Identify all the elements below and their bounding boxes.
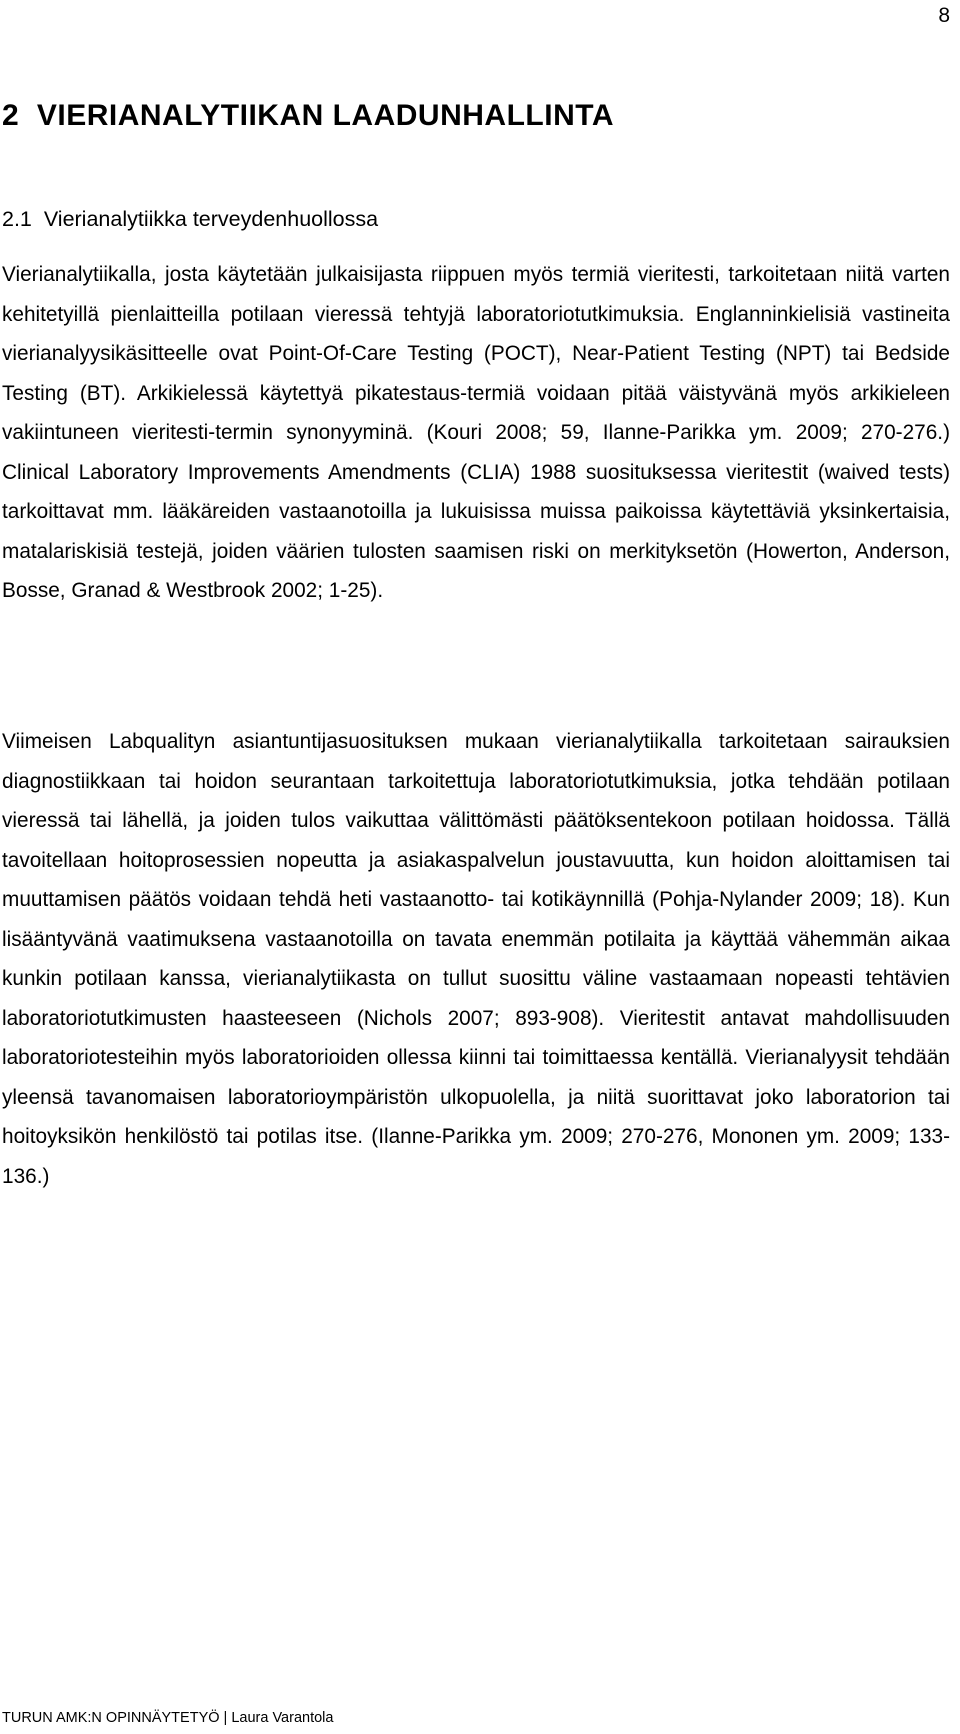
chapter-heading: 2 VIERIANALYTIIKAN LAADUNHALLINTA [2,99,615,132]
section-heading: 2.1 Vierianalytiikka terveydenhuollossa [2,207,379,231]
body-paragraph-1: Vierianalytiikalla, josta käytetään julkaisijasta riippuen myös termiä vieritesti, tarkoitetaan niitä varten kehitetyillä pienlaitteilla potilaan vieressä tehtyjä laboratoriotutkimuksia. Englanninkielisiä vastineita vierianalyysikäsitteelle ovat Point-Of-Care Testing (POCT), Near-Patient Testing (NPT) tai Bedside Testing (BT). Arkikielessä käytettyä pikatestaus-termiä voidaan pitää väistyvänä myös arkikieleen vakiintuneen vieritesti-termin synonyyminä. (Kouri 2008; 59, Ilanne-Parikka ym. 2009; 270-276.) Clinical Laboratory Improvements Amendments (CLIA) 1988 suosituksessa vieritestit (waived tests) tarkoittavat mm. lääkäreiden vastaanotoilla ja lukuisissa muissa paikoissa käytettäviä yksinkertaisia, matalariskisiä testejä, joiden väärien tulosten saamisen riski on merkityksetön (Howerton, Anderson, Bosse, Granad & Westbrook 2002; 1-25). [2,263,950,602]
page-number: 8 [938,4,950,27]
page-footer: TURUN AMK:N OPINNÄYTETYÖ | Laura Varantola [2,1710,334,1726]
body-paragraph-2: Viimeisen Labqualityn asiantuntijasuosituksen mukaan vierianalytiikalla tarkoitetaan sairauksien diagnostiikkaan tai hoidon seurantaan tarkoitettuja laboratoriotutkimuksia, jotka tehdään potilaan vieressä tai lähellä, ja joiden tulos vaikuttaa välittömästi päätöksentekoon potilaan hoidossa. Tällä tavoitellaan hoitoprosessien nopeutta ja asiakaspalvelun joustavuutta, kun hoidon aloittamisen tai muuttamisen päätös voidaan tehdä heti vastaanotto- tai kotikäynnillä (Pohja-Nylander 2009; 18). Kun lisääntyvänä vaatimuksena vastaanotoilla on tavata enemmän potilaita ja käyttää vähemmän aikaa kunkin potilaan kanssa, vierianalytiikasta on tullut suosittu väline vastaamaan nopeasti tehtävien laboratoriotutkimusten haasteeseen (Nichols 2007; 893-908). Vieritestit antavat mahdollisuuden laboratoriotesteihin myös laboratorioiden ollessa kiinni tai toimittaessa kentällä. Vierianalyysit tehdään yleensä tavanomaisen laboratorioympäristön ulkopuolella, ja niitä suorittavat joko laboratorion tai hoitoyksikön henkilöstö tai potilas itse. (Ilanne-Parikka ym. 2009; 270-276, Mononen ym. 2009; 133-136.) [2,730,950,1188]
